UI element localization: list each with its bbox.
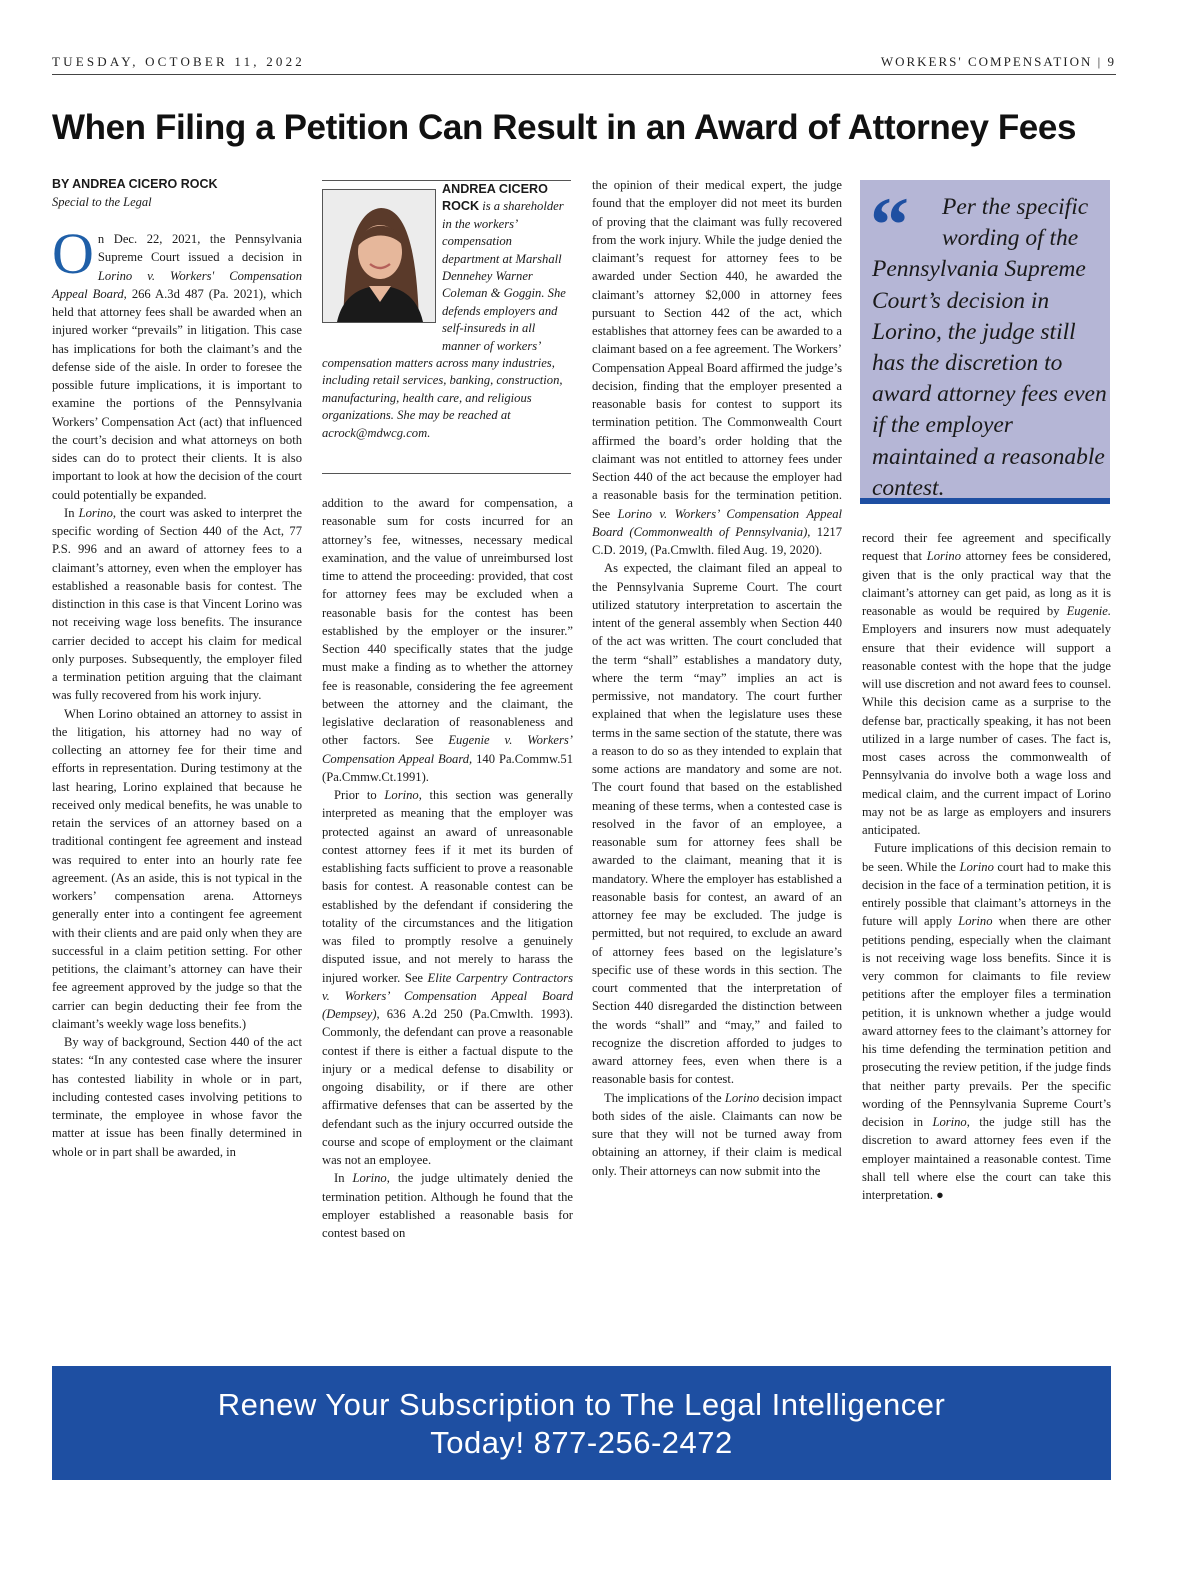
paragraph: addition to the award for compensation, a reasonable sum for costs incurred for an attorney’s fee, witnesses, necessary medical examination, and the value of unreimbursed lost time to attend the proceeding: provided, that cost for attorney fees may be excluded when a reasonable basis for the contest has been established by the employer or the insurer.” Section 440 specifically states that the judge must make a finding as to whether the attorney fee is reasonable, considering the fee agreement between the attorney and the claimant, the legislative declaration of reasonableness and other factors. See Eugenie v. Workers’ Compensation Appeal Board, 140 Pa.Commw.51 (Pa.Cmmw.Ct.1991). <box>322 496 573 784</box>
case-citation: Lorino <box>78 505 113 520</box>
article-column-4 <box>862 529 1111 1204</box>
banner-phone: Today! 877-256-2472 <box>430 1425 733 1460</box>
paragraph: By way of background, Section 440 of the act states: “In any contested case where the insurer has contested liability in whole or in part, including contested cases involving petitions to terminate, the employee in whose favor the matter at issue has been finally determined in whole or in part shall be awarded, in <box>52 1035 302 1159</box>
paragraph: On Dec. 22, 2021, the Pennsylvania Supreme Court issued a decision in Lorino v. Workers' Compensation Appeal Board, 266 A.3d 487 (Pa. 2021), which held that attorney fees shall be awarded when an injured worker “prevails” in litigation. This case has implications for both the claimant’s and the defense side of the aisle. In order to foresee the possible future implications, it is important to examine the portions of the Pennsylvania Workers’ Compensation Act (act) that influenced the court’s decision and what attorneys on both sides can do to protect their clients. It is also important to look at how the decision of the court could potentially be expanded. <box>52 221 302 502</box>
byline: BY ANDREA CICERO ROCK <box>52 177 218 191</box>
article-column-2 <box>322 494 573 1242</box>
case-citation: Lorino <box>384 788 419 802</box>
paragraph: As expected, the claimant filed an appeal to the Pennsylvania Supreme Court. The court utilized statutory interpretation to ascertain the intent of the general assembly when Section 440 of the act was written. The court concluded that the term “shall” establishes a mandatory duty, where the term “may” implies an act is permissive, not mandatory. The court further explained that when the legislature uses these terms in the same section of the statute, there was a reason to do so as they intended to explain that some actions are mandatory and some are not. The court found that based on the established meaning of these terms, when a contested case is resolved in the favor of an employee, a reasonable sum for attorney fees shall be awarded to the claimant, meaning that it is mandatory. Where the employer has established a reasonable basis for contest, an award of an attorney fee may be excluded. The judge is permitted, but not required, to exclude an award of attorney fees based on the legislature’s specific use of these words in this section. The court commented that the interpretation of Section 440 disregarded the distinction between the words “shall” and “may,” and failed to recognize the discretion afforded to judges to award attorney fees, even when there is a reasonable basis for contest. <box>592 561 842 1087</box>
paragraph: Future implications of this decision remain to be seen. While the Lorino court had to make this decision in the face of a termination petition, it is entirely possible that claimant’s attorneys in the future will apply Lorino when there are other petitions pending, especially when the claimant is not receiving wage loss benefits. Since it is very common for claimants to file review petitions after the employer files a termination petition, it is unknown whether a judge would award attorney fees to the claimant’s attorney for his time defending the termination petition and prosecuting the review petition, if the judge finds that neither party prevails. Per the specific wording of the Pennsylvania Supreme Court’s decision in Lorino, the judge still has the discretion to award attorney fees even if the employer maintained a reasonable contest. Time shall tell where else the court can take this interpretation. ● <box>862 841 1112 1202</box>
byline-subtitle: Special to the Legal <box>52 195 152 209</box>
paragraph: In Lorino, the court was asked to interpret the specific wording of Section 440 of the Act, 77 P.S. 996 and an award of attorney fees to a claimant’s attorney, even when the employer has established a reasonable basis for contest. The distinction in this case is that Vincent Lorino was not receiving wage loss benefits. The insurance carrier decided to accept his claim for medical only purposes. Subsequently, the employer filed a termination petition arguing that the claimant was fully recovered from his work injury. <box>52 505 302 703</box>
case-citation: Lorino <box>932 1115 967 1129</box>
case-citation: Elite Carpentry Contractors v. Workers’ Compensation Appeal Board (Dempsey) <box>322 970 573 1021</box>
pull-quote-text: Per the specific wording of the Pennsylvania Supreme Court’s decision in Lorino, the judge still has the discretion to award attorney fees even if the employer maintained a reasonable contest. <box>872 194 1107 501</box>
case-citation: Lorino <box>352 1171 387 1186</box>
page-header <box>52 52 1116 75</box>
case-citation: Lorino <box>958 914 993 929</box>
case-citation: Eugenie. <box>1066 604 1111 618</box>
paragraph: record their fee agreement and specifically request that Lorino attorney fees be considered, given that is the only practical way that the claimant’s attorney can get paid, as long as it is reasonable as would be required by Eugenie. Employers and insurers now must adequately ensure that their evidence will support a reasonable contest with the hope that the judge will use discretion and not award fees to counsel. While this decision came as a surprise to the defense bar, practically speaking, it has not been utilized in a large number of cases. The fact is, most cases across the commonwealth of Pennsylvania do involve both a wage loss and medical claim, and the current impact of Lorino may not be as large as employers and insurers anticipated. <box>862 531 1111 837</box>
subscription-banner[interactable] <box>52 1366 1111 1480</box>
article-column-3 <box>592 176 842 1180</box>
issue-date: TUESDAY, OCTOBER 11, 2022 <box>52 54 305 69</box>
case-citation: Lorino <box>724 1090 760 1105</box>
end-mark-icon: ● <box>933 1188 944 1202</box>
author-bio-text: ANDREA CICERO ROCK is a shareholder in the workers’ compensation department at Marshall Dennehey Warner Coleman & Goggin. She defends employers and self-insureds in all manner of workers’ compensation matters across many industries, including retail services, banking, construction, manufacturing, health care, and religious organizations. She may be reached at acrock@mdwcg.com. <box>322 182 566 440</box>
case-citation: Eugenie v. Workers’ Compensation Appeal Board, <box>322 733 573 766</box>
author-name: ANDREA CICERO ROCK <box>442 182 548 214</box>
quote-mark-icon: “ <box>870 181 909 268</box>
banner-headline: Renew Your Subscription to The Legal Intelligencer <box>217 1387 946 1422</box>
case-citation: Lorino <box>959 859 994 874</box>
paragraph: the opinion of their medical expert, the judge found that the employer did not meet its burden of proving that the claimant was fully recovered from the work injury. While the judge denied the claimant’s request for attorney fees to be awarded under Section 440, he awarded the claimant’s attorney $2,000 in attorney fees pursuant to Section 442 of the act, which establishes that attorney fees can be awarded to a claimant based on a fee agreement. The Workers’ Compensation Appeal Board affirmed the judge’s decision, finding that the employer presented a reasonable basis for contest to support its termination petition. The Commonwealth Court affirmed the board’s order holding that the claimant was not entitled to attorney fees under Section 440 of the act because the employer had a reasonable basis for the termination petition. See Lorino v. Workers’ Compensation Appeal Board (Commonwealth of Pennsylvania), 1217 C.D. 2019, (Pa.Cmwlth. filed Aug. 19, 2020). <box>592 178 842 557</box>
section-page-label: WORKERS' COMPENSATION | 9 <box>880 54 1116 69</box>
drop-cap: O <box>52 221 94 286</box>
paragraph: When Lorino obtained an attorney to assist in the litigation, his attorney had no way of collecting an attorney fee for their time and efforts in representation. During testimony at the last hearing, Lorino explained that because he received only medical benefits, he was unable to retain the services of an attorney based on a traditional contingent fee agreement and instead was required to enter into an hourly rate fee agreement. (As an aside, this is not typical in the workers’ compensation arena. Attorneys generally enter into a contingent fee agreement with their clients and are paid only when they are successful in a claim petition setting. For other petitions, the claimant’s attorney can have their fee agreement approved by the judge so that the carrier can begin deducting their fee from the claimant’s weekly wage loss benefits.) <box>52 706 302 1031</box>
paragraph: In Lorino, the judge ultimately denied the termination petition. Although he found that the employer established a reasonable basis for contest based on <box>322 1171 573 1240</box>
pull-quote-box <box>860 180 1110 504</box>
article-column-1 <box>52 221 302 1161</box>
case-citation: Lorino <box>926 549 961 564</box>
case-citation: Lorino v. Workers' Compensation Appeal Board, <box>52 268 302 301</box>
paragraph: Prior to Lorino, this section was generally interpreted as meaning that the employer was protected against an award of unreasonable contest attorney fees if it met its burden of establishing facts sufficient to prove a reasonable basis for contest. A reasonable contest can be established by the defendant if considering the totality of the circumstances and the litigation was filed to promptly resolve a genuinely disputed issue, and not merely to harass the injured worker. See Elite Carpentry Contractors v. Workers’ Compensation Appeal Board (Dempsey), 636 A.2d 250 (Pa.Cmwlth. 1993). Commonly, the defendant can prove a reasonable contest if there is either a factual dispute to the injury or a medical defense to disability or ongoing disability, or if there are other affirmative defenses that can be asserted by the defendant such as the injury occurred outside the course and scope of employment or the claimant was not an employee. <box>322 788 573 1167</box>
paragraph: The implications of the Lorino decision impact both sides of the aisle. Claimants can now be sure that they will not be turned away from obtaining an attorney, if their claim is medical only. Their attorneys can now submit into the <box>592 1090 842 1178</box>
case-citation: Lorino v. Workers’ Compensation Appeal Board (Commonwealth of Pennsylvania), <box>592 506 842 539</box>
author-bio-box <box>322 180 571 474</box>
article-headline: When Filing a Petition Can Result in an Award of Attorney Fees <box>52 108 1077 147</box>
